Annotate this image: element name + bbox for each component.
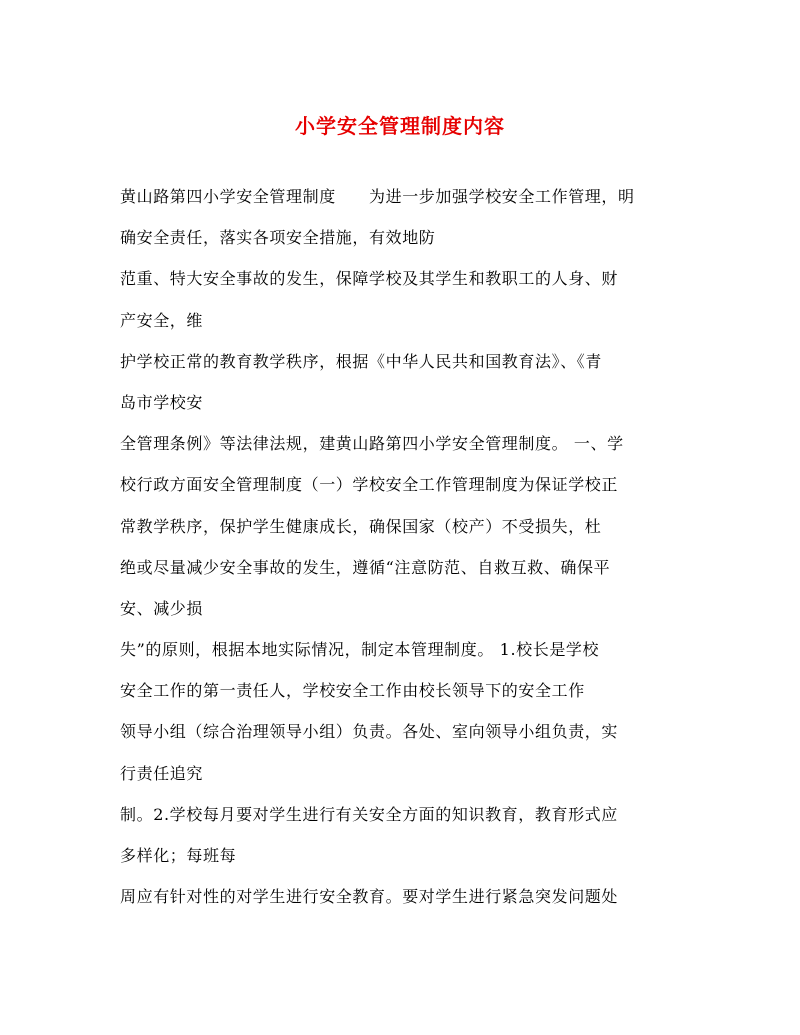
body-line: 安全工作的第一责任人，学校安全工作由校长领导下的安全工作 xyxy=(120,681,585,701)
body-line: 常教学秩序，保护学生健康成长，确保国家（校产）不受损失，杜 xyxy=(120,516,602,536)
document-title: 小学安全管理制度内容 xyxy=(295,114,505,138)
body-line: 护学校正常的教育教学秩序，根据《中华人民共和国教育法》、《青 xyxy=(120,351,603,371)
body-line: 产安全，维 xyxy=(120,310,204,330)
body-line: 安、减少损 xyxy=(120,598,204,618)
body-line: 周应有针对性的对学生进行安全教育。要对学生进行紧急突发问题处 xyxy=(120,887,619,907)
body-line: 行责任追究 xyxy=(120,763,204,783)
body-line: 领导小组（综合治理领导小组）负责。各处、室向领导小组负责，实 xyxy=(120,722,619,742)
document-body xyxy=(120,184,690,925)
body-line: 绝或尽量减少安全事故的发生，遵循“注意防范、自救互救、确保平 xyxy=(120,557,611,577)
body-line: 多样化；每班每 xyxy=(120,846,237,865)
body-line: 岛市学校安 xyxy=(120,392,204,412)
body-line: 全管理条例》等法律法规，建黄山路第四小学安全管理制度。 一、学 xyxy=(120,434,624,454)
body-line: 失”的原则，根据本地实际情况，制定本管理制度。 1.校长是学校 xyxy=(120,640,600,660)
body-line: 确安全责任，落实各项安全措施，有效地防 xyxy=(120,228,436,248)
body-line: 制。2.学校每月要对学生进行有关安全方面的知识教育，教育形式应 xyxy=(120,804,618,824)
body-line: 校行政方面安全管理制度（一）学校安全工作管理制度为保证学校正 xyxy=(120,475,619,495)
body-line: 范重、特大安全事故的发生，保障学校及其学生和教职工的人身、财 xyxy=(120,269,619,289)
body-line: 黄山路第四小学安全管理制度 为进一步加强学校安全工作管理，明 xyxy=(120,187,635,206)
